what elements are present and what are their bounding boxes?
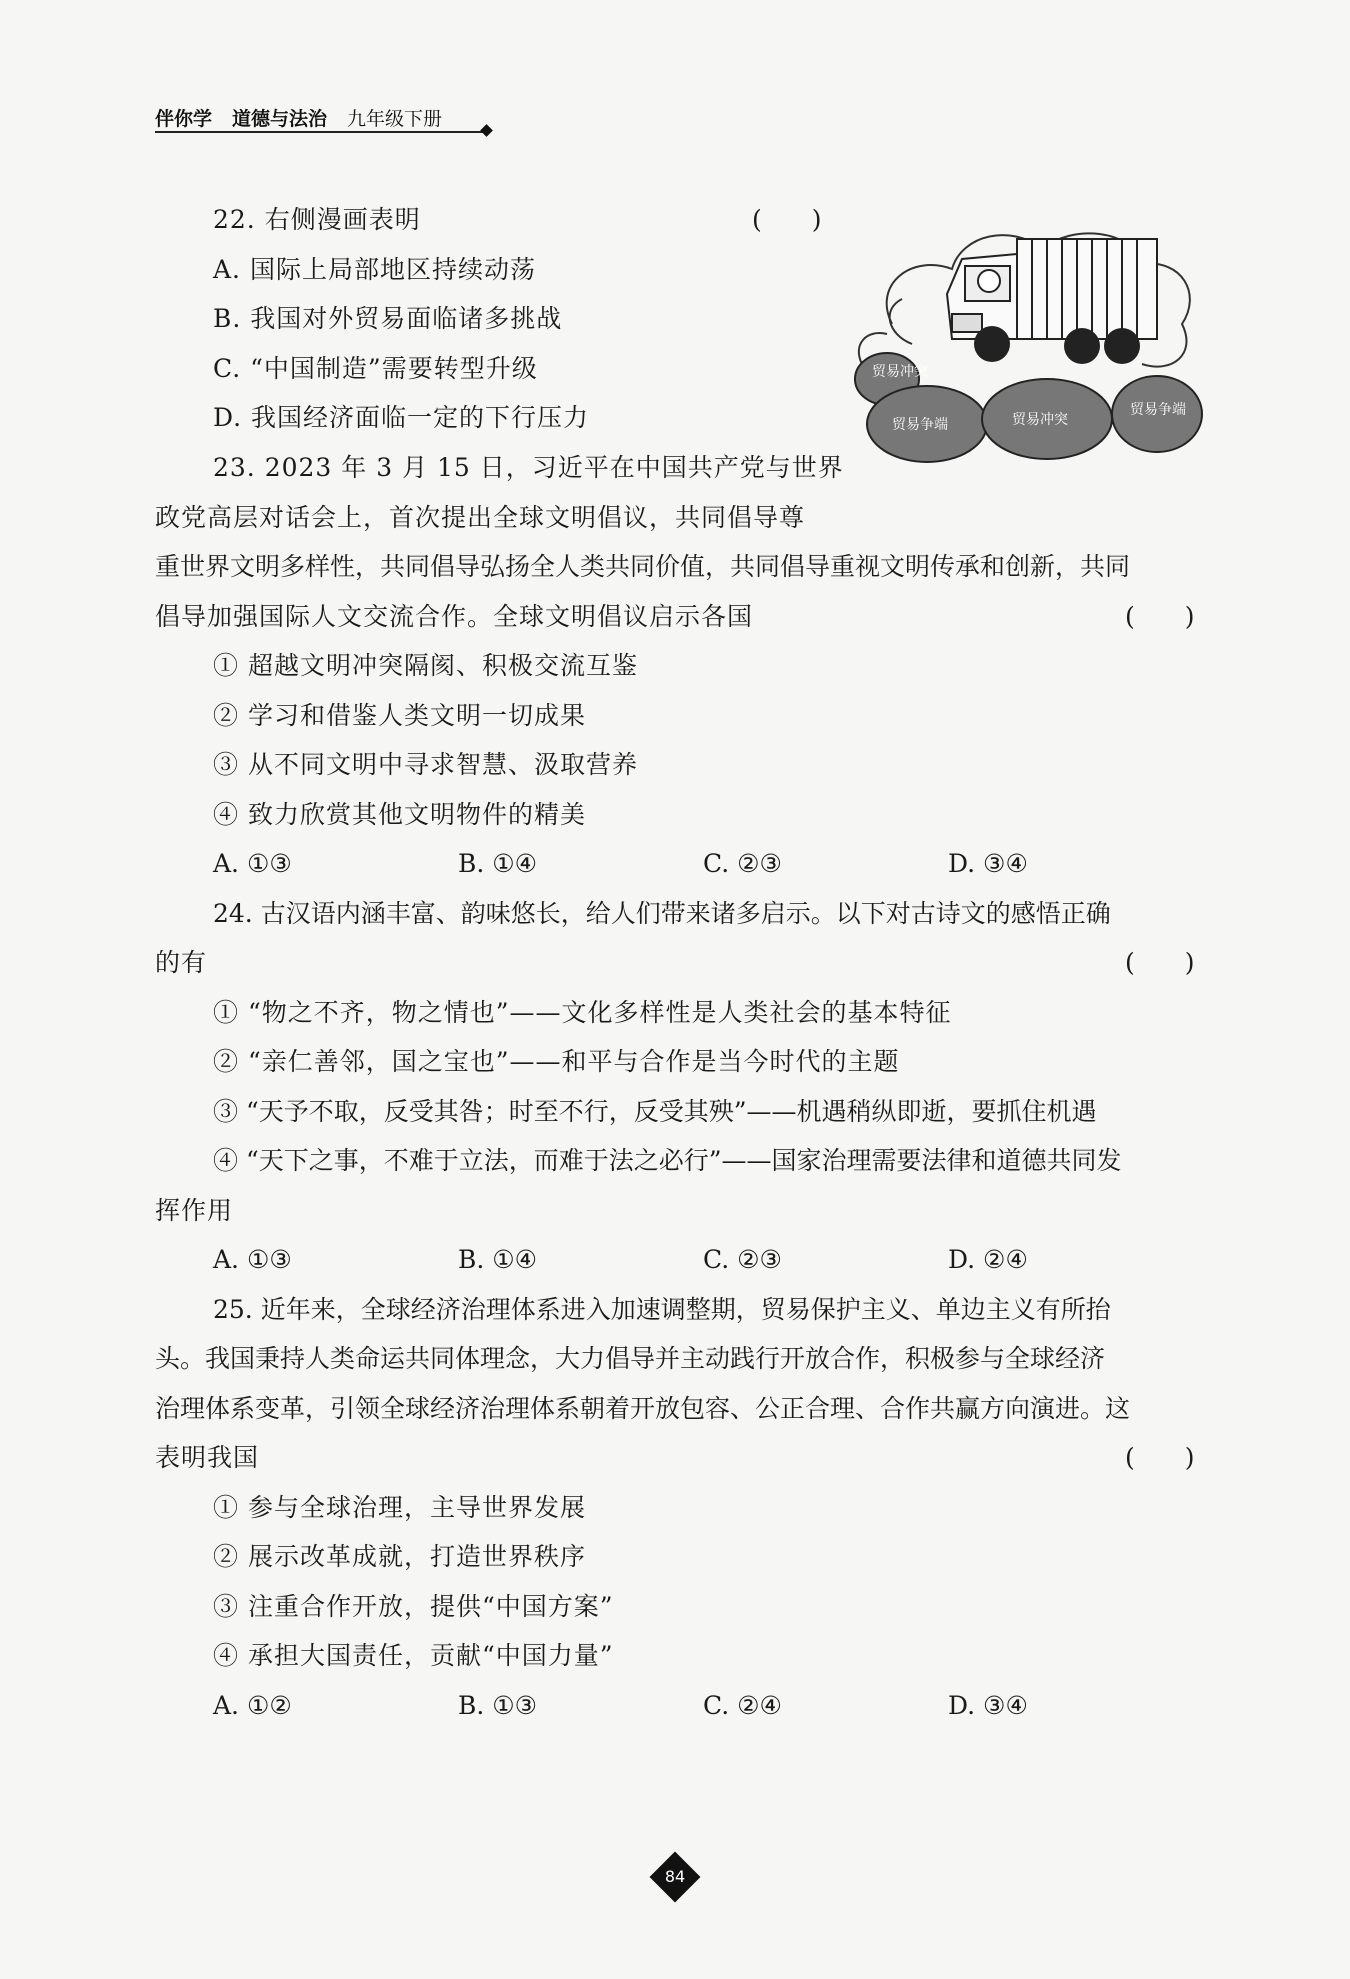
q24-choice-a: A. ①③ xyxy=(213,1245,292,1274)
header-grade: 九年级下册 xyxy=(347,108,443,130)
q25-item-1: ① 参与全球治理，主导世界发展 xyxy=(213,1493,586,1522)
q23-item-4: ④ 致力欣赏其他文明物件的精美 xyxy=(213,800,586,829)
q25-item-2: ② 展示改革成就，打造世界秩序 xyxy=(213,1542,586,1571)
q22-option-d: D. 我国经济面临一定的下行压力 xyxy=(213,403,590,432)
cartoon-label-4: 贸易争端 xyxy=(1130,402,1186,418)
q23-item-3: ③ 从不同文明中寻求智慧、汲取营养 xyxy=(213,750,638,779)
q23-line-1: 23. 2023 年 3 月 15 日，习近平在中国共产党与世界 xyxy=(213,453,844,482)
q25-item-3: ③ 注重合作开放，提供“中国方案” xyxy=(213,1592,614,1621)
q25-line-2: 头。我国秉持人类命运共同体理念，大力倡导并主动践行开放合作，积极参与全球经济 xyxy=(155,1344,1106,1373)
q22-answer-paren: ( ) xyxy=(752,205,822,234)
header-brand: 伴你学 xyxy=(155,108,213,130)
page-number: 84 xyxy=(664,1867,686,1886)
q24-item-4-cont: 挥作用 xyxy=(155,1196,234,1225)
q25-answer-paren: ( ) xyxy=(1125,1443,1195,1472)
q24-answer-paren: ( ) xyxy=(1125,948,1195,977)
q23-choice-b: B. ①④ xyxy=(458,849,538,878)
q24-item-4: ④ “天下之事，不难于立法，而难于法之必行”——国家治理需要法律和道德共同发 xyxy=(213,1146,1122,1175)
q25-choice-c: C. ②④ xyxy=(703,1691,782,1720)
q24-item-1: ① “物之不齐，物之情也”——文化多样性是人类社会的基本特征 xyxy=(213,998,952,1027)
header-rule xyxy=(155,131,485,133)
q24-line-1: 24. 古汉语内涵丰富、韵味悠长，给人们带来诸多启示。以下对古诗文的感悟正确 xyxy=(213,899,1111,928)
q25-line-3: 治理体系变革，引领全球经济治理体系朝着开放包容、公正合理、合作共赢方向演进。这 xyxy=(155,1394,1131,1423)
cartoon-label-3: 贸易冲突 xyxy=(1012,412,1068,428)
q23-choice-d: D. ③④ xyxy=(948,849,1028,878)
q24-choice-c: C. ②③ xyxy=(703,1245,782,1274)
header-subject: 道德与法治 xyxy=(232,108,328,130)
trade-conflict-cartoon xyxy=(852,214,1212,486)
q25-choice-d: D. ③④ xyxy=(948,1691,1028,1720)
q23-line-3: 重世界文明多样性，共同倡导弘扬全人类共同价值，共同倡导重视文明传承和创新，共同 xyxy=(155,552,1131,581)
q25-choice-b: B. ①③ xyxy=(458,1691,538,1720)
q25-line-1: 25. 近年来，全球经济治理体系进入加速调整期，贸易保护主义、单边主义有所抬 xyxy=(213,1295,1111,1324)
q23-line-2: 政党高层对话会上，首次提出全球文明倡议，共同倡导尊 xyxy=(155,503,806,532)
q24-item-2: ② “亲仁善邻，国之宝也”——和平与合作是当今时代的主题 xyxy=(213,1047,900,1076)
cartoon-label-2: 贸易争端 xyxy=(892,417,948,433)
q25-choice-a: A. ①② xyxy=(213,1691,292,1720)
q25-line-4: 表明我国 xyxy=(155,1443,260,1472)
q24-line-2: 的有 xyxy=(155,948,208,977)
page-number-badge xyxy=(653,1855,697,1899)
q24-choice-d: D. ②④ xyxy=(948,1245,1028,1274)
q22-option-b: B. 我国对外贸易面临诸多挑战 xyxy=(213,304,563,333)
q22-option-c: C. “中国制造”需要转型升级 xyxy=(213,354,538,383)
q23-item-2: ② 学习和借鉴人类文明一切成果 xyxy=(213,701,586,730)
cartoon-label-1: 贸易冲突 xyxy=(872,364,928,380)
q24-choice-b: B. ①④ xyxy=(458,1245,538,1274)
q23-line-4: 倡导加强国际人文交流合作。全球文明倡议启示各国 xyxy=(155,602,754,631)
q23-item-1: ① 超越文明冲突隔阂、积极交流互鉴 xyxy=(213,651,638,680)
q22-option-a: A. 国际上局部地区持续动荡 xyxy=(213,255,536,284)
q24-item-3: ③ “天予不取，反受其咎；时至不行，反受其殃”——机遇稍纵即逝，要抓住机遇 xyxy=(213,1097,1097,1126)
q23-choice-a: A. ①③ xyxy=(213,849,292,878)
q23-answer-paren: ( ) xyxy=(1125,602,1195,631)
running-header xyxy=(155,104,442,131)
q22-stem: 22. 右侧漫画表明 xyxy=(213,205,421,234)
q25-item-4: ④ 承担大国责任，贡献“中国力量” xyxy=(213,1641,614,1670)
q23-choice-c: C. ②③ xyxy=(703,849,782,878)
